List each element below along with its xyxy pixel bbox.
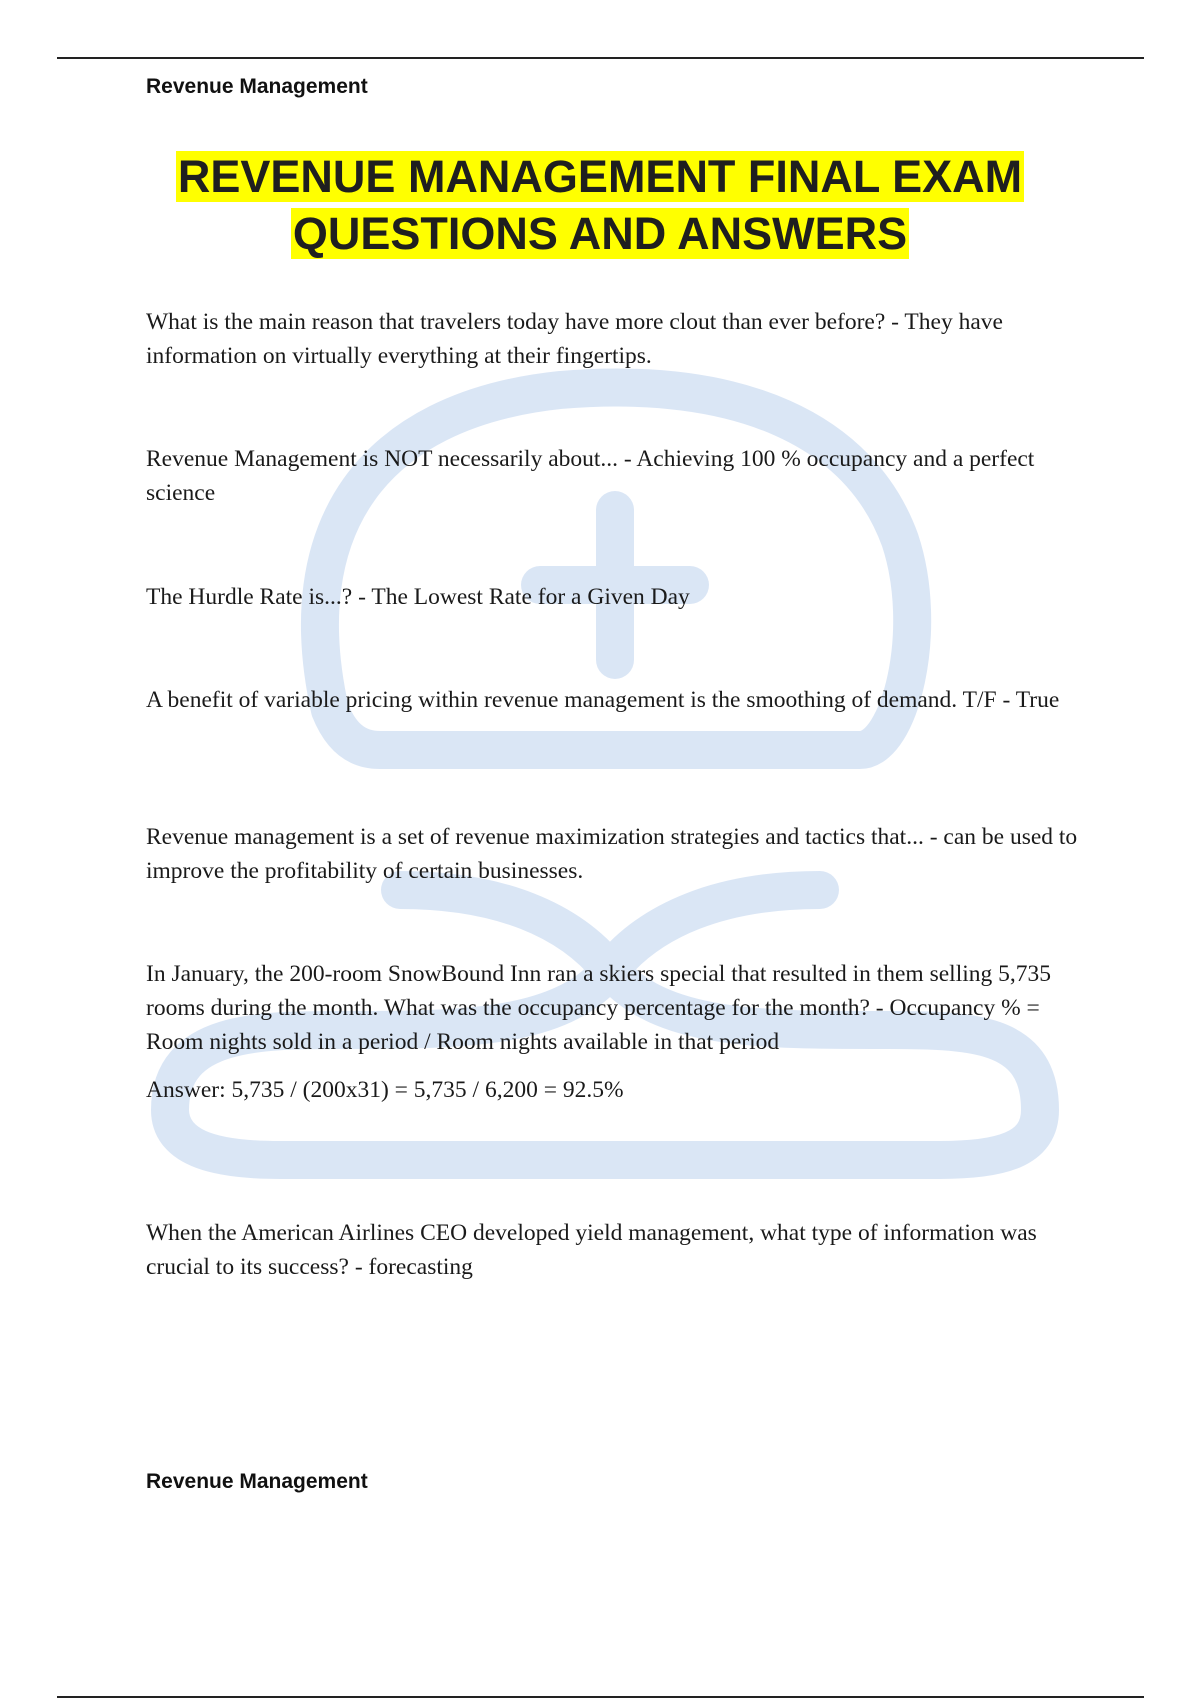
qa-item xyxy=(146,957,1086,1107)
header-rule xyxy=(57,57,1144,59)
qa-item xyxy=(146,820,1086,888)
qa-text: What is the main reason that travelers today have more clout than ever before? - They have information on virtually everything at their fingertips. xyxy=(146,309,1003,369)
qa-item xyxy=(146,683,1086,717)
qa-item xyxy=(146,580,1086,614)
running-footer: Revenue Management xyxy=(146,1470,368,1493)
qa-item xyxy=(146,442,1086,510)
qa-text: Revenue management is a set of revenue maximization strategies and tactics that... - can be used to improve the profitability of certain businesses. xyxy=(146,824,1078,884)
qa-item xyxy=(146,1216,1086,1284)
qa-text: The Hurdle Rate is...? - The Lowest Rate for a Given Day xyxy=(146,584,690,610)
footer-rule xyxy=(57,1696,1144,1698)
qa-text: In January, the 200-room SnowBound Inn ran a skiers special that resulted in them selling 5,735 rooms during the month. What was the occupancy percentage for the month? - Occupancy % = Room nights sold in a period / Room nights available in that period xyxy=(146,961,1052,1055)
qa-text: When the American Airlines CEO developed yield management, what type of information was crucial to its success? - forecasting xyxy=(146,1220,1037,1280)
document-title xyxy=(100,148,1100,262)
qa-item xyxy=(146,305,1086,373)
qa-answer: Answer: 5,735 / (200x31) = 5,735 / 6,200 = 92.5% xyxy=(146,1077,624,1103)
qa-text: A benefit of variable pricing within revenue management is the smoothing of demand. T/F - True xyxy=(146,687,1060,713)
running-header: Revenue Management xyxy=(146,75,368,98)
qa-text: Revenue Management is NOT necessarily about... - Achieving 100 % occupancy and a perfect science xyxy=(146,446,1035,506)
title-line-2: QUESTIONS AND ANSWERS xyxy=(292,208,908,259)
title-line-1: REVENUE MANAGEMENT FINAL EXAM xyxy=(177,151,1023,202)
